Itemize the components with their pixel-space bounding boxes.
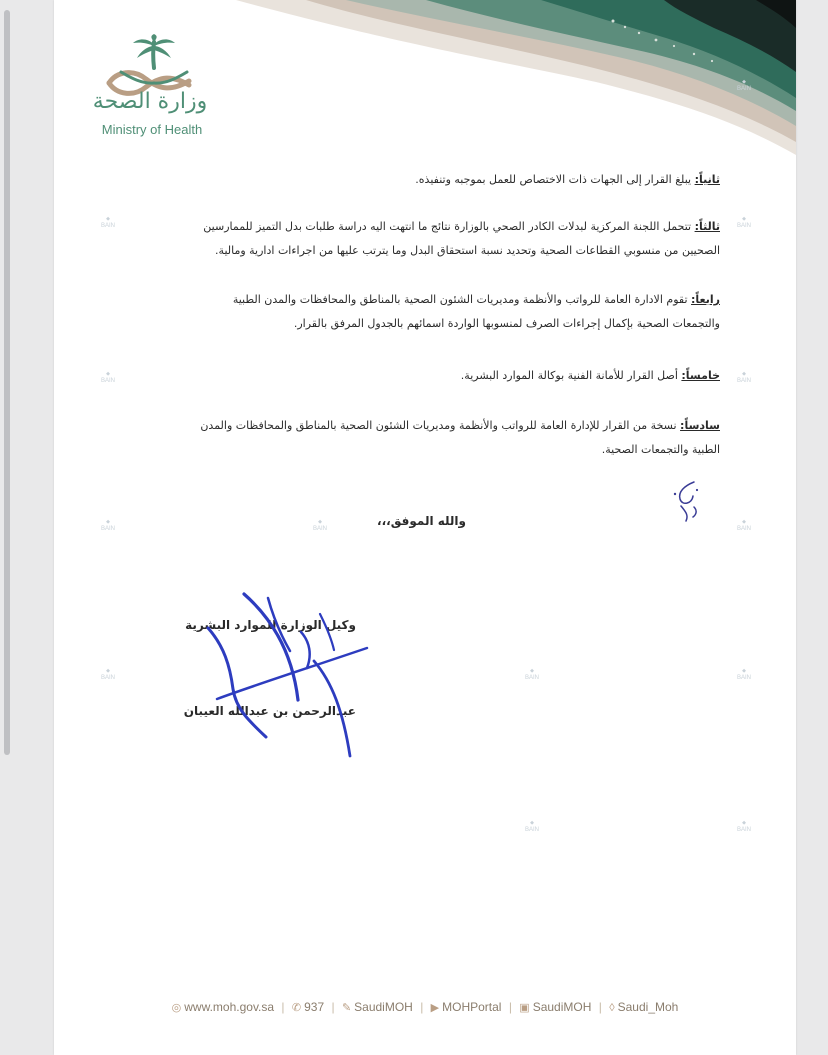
bain-watermark-text: BAIN [524, 675, 539, 681]
clause-fourth-line-1 [148, 288, 720, 312]
bain-watermark-text: BAIN [100, 526, 115, 532]
clause-third-line-2 [148, 239, 720, 263]
footer-separator: | [420, 1000, 424, 1014]
clause-third [148, 215, 720, 263]
phone-icon: ✆ [291, 1002, 302, 1014]
footer-phone[interactable]: ✆ 937 [291, 1000, 325, 1014]
header-wave-decoration [236, 0, 796, 160]
clause-fourth-text-2: والتجمعات الصحية بإكمال إجراءات الصرف لمنسوبها الواردة اسمائهم بالجدول المرفق بالقرار. [293, 317, 720, 330]
clause-fourth-text-1: تقوم الادارة العامة للرواتب والأنظمة ومديريات الشئون الصحية بالمناطق والمحافظات والمدن الطبية [232, 293, 688, 306]
bain-watermark: ◆ BAIN [736, 79, 751, 92]
bain-watermark: ◆ BAIN [312, 519, 327, 532]
footer-snapchat[interactable]: ◊ Saudi_Moh [609, 1000, 679, 1014]
ministry-name-english: Ministry of Health [101, 122, 203, 137]
bain-watermark-text: BAIN [100, 675, 115, 681]
clause-second-text: يبلغ القرار إلى الجهات ذات الاختصاص للعمل بموجبه وتنفيذه. [415, 173, 692, 186]
bain-watermark: ◆ BAIN [524, 820, 539, 833]
clause-fifth-line-1 [148, 364, 720, 388]
bain-watermark: ◆ BAIN [736, 216, 751, 229]
bain-watermark: ◆ BAIN [524, 668, 539, 681]
clause-third-text-2: الصحيين من منسوبي القطاعات الصحية وتحديد نسبة استحقاق البدل وما يترتب عليها من اجراءات ادارية ومالية. [215, 244, 720, 257]
clause-fifth [148, 364, 720, 388]
footer-contact-bar [54, 1000, 796, 1014]
document-page [54, 0, 796, 1055]
bain-watermark: ◆ BAIN [736, 519, 751, 532]
clause-third-line-1 [148, 215, 720, 239]
bain-watermark: ◆ BAIN [736, 371, 751, 384]
signatory-name: عبدالرحمن بن عبدالله العيبان [183, 704, 356, 718]
bain-watermark-text: BAIN [100, 223, 115, 229]
clause-sixth-text-2: الطبية والتجمعات الصحية. [601, 443, 720, 456]
clause-sixth-line-1 [148, 414, 720, 438]
clause-second [148, 168, 720, 192]
signature [194, 588, 394, 758]
bain-watermark: ◆ BAIN [100, 216, 115, 229]
ministry-name-arabic: وزارة الصحة [92, 89, 208, 114]
bain-watermark-text: BAIN [524, 827, 539, 833]
footer-facebook[interactable]: ▣ SaudiMOH [519, 1000, 592, 1014]
youtube-icon: ▶ [430, 1002, 440, 1014]
clause-fifth-label: خامساً: [681, 369, 720, 382]
clause-sixth-label: سادساً: [680, 419, 720, 432]
clause-second-label: ثانياً: [694, 173, 720, 186]
handwritten-initials [666, 476, 706, 526]
bain-watermark-text: BAIN [736, 223, 751, 229]
bain-watermark: ◆ BAIN [736, 668, 751, 681]
footer-separator: | [281, 1000, 285, 1014]
closing-phrase: والله الموفق،،، [377, 514, 466, 528]
bain-watermark-text: BAIN [312, 526, 327, 532]
footer-separator: | [598, 1000, 602, 1014]
clause-sixth [148, 414, 720, 462]
clause-sixth-text-1: نسخة من القرار للإدارة العامة للرواتب والأنظمة ومديريات الشئون الصحية بالمناطق والمحافظات والمدن [200, 419, 677, 432]
bain-watermark: ◆ BAIN [100, 371, 115, 384]
bain-watermark: ◆ BAIN [100, 519, 115, 532]
clause-fourth-label: رابعاً: [691, 293, 720, 306]
bain-watermark-text: BAIN [100, 378, 115, 384]
bain-watermark-text: BAIN [736, 675, 751, 681]
bain-watermark-text: BAIN [736, 526, 751, 532]
signatory-title: وكيل الوزارة للموارد البشرية [185, 618, 356, 632]
clause-fourth-line-2 [148, 312, 720, 336]
bain-watermark: ◆ BAIN [736, 820, 751, 833]
footer-youtube[interactable]: ▶ MOHPortal [430, 1000, 502, 1014]
scrollbar[interactable] [4, 10, 10, 755]
clause-fourth [148, 288, 720, 336]
clause-sixth-line-2 [148, 438, 720, 462]
facebook-icon: ▣ [519, 1002, 530, 1014]
clause-fifth-text: أصل القرار للأمانة الفنية بوكالة الموارد البشرية. [460, 369, 678, 382]
bain-watermark-text: BAIN [736, 827, 751, 833]
footer-twitter[interactable]: ✎ SaudiMOH [341, 1000, 413, 1014]
footer-separator: | [331, 1000, 335, 1014]
bain-watermark-text: BAIN [736, 378, 751, 384]
globe-icon: ◎ [171, 1002, 182, 1014]
clause-third-label: ثالثاً: [694, 220, 720, 233]
bain-watermark: ◆ BAIN [100, 668, 115, 681]
twitter-icon: ✎ [341, 1002, 352, 1014]
snapchat-icon: ◊ [609, 1002, 615, 1014]
bain-watermark-text: BAIN [736, 86, 751, 92]
footer-website[interactable]: ◎ www.moh.gov.sa [171, 1000, 275, 1014]
clause-third-text-1: تتحمل اللجنة المركزية لبدلات الكادر الصحي بالوزارة نتائج ما انتهت اليه دراسة طلبات بدل التميز للممارسين [203, 220, 692, 233]
footer-separator: | [508, 1000, 512, 1014]
clause-second-line-1 [148, 168, 720, 192]
